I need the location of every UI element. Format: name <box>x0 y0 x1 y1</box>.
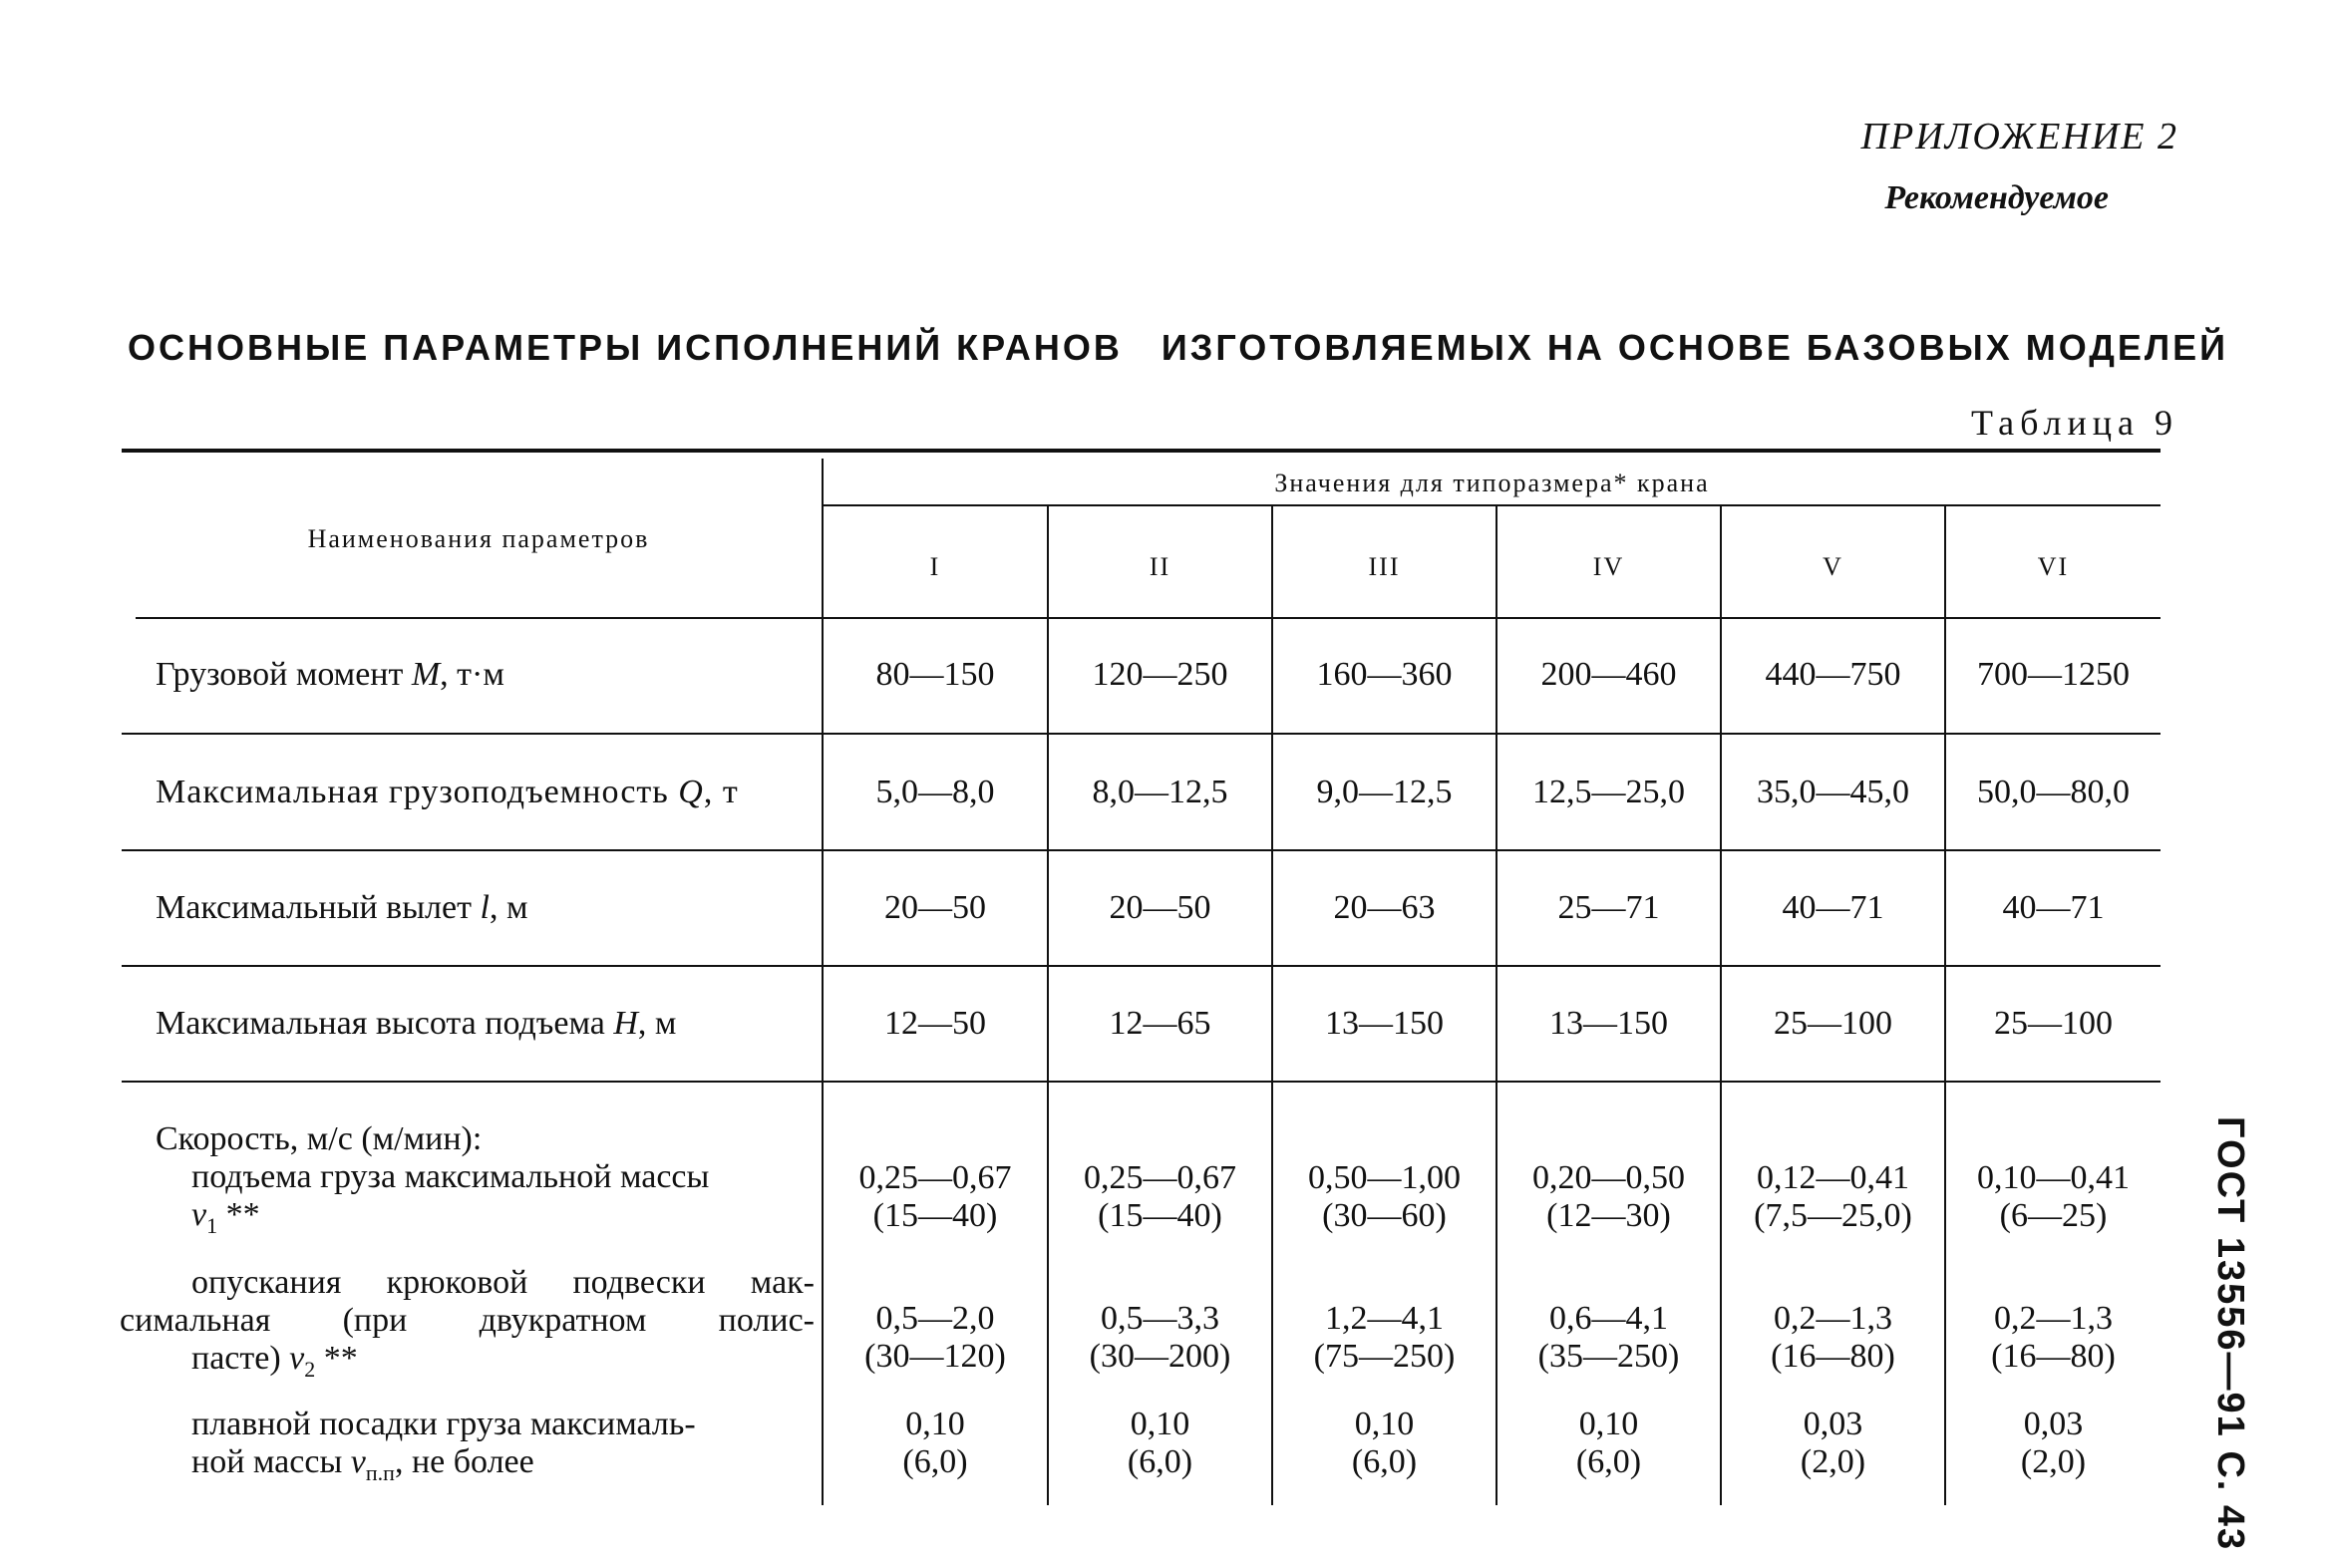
page-title: ОСНОВНЫЕ ПАРАМЕТРЫ ИСПОЛНЕНИЙ КРАНОВ ИЗГОТОВЛЯЕМЫХ НА ОСНОВЕ БАЗОВЫХ МОДЕЛЕЙ <box>128 327 2229 368</box>
value-cell: 0,03 (2,0) <box>1800 1406 1866 1480</box>
value-cell: 0,20—0,50 (12—30) <box>1532 1159 1685 1234</box>
column-header-III: III <box>1368 552 1401 581</box>
column-header-VI: VI <box>2037 552 2070 581</box>
param-lowering-speed: опускания крюковой подвески мак- симальная (при двукратном полис- пасте) $v_2$ ** <box>120 1264 815 1382</box>
value-cell: 0,25—0,67 (15—40) <box>1084 1159 1236 1234</box>
speed-heading: Скорость, м/с (м/мин): <box>156 1120 483 1157</box>
header-subrule <box>824 504 2161 506</box>
value-cell: 25—100 <box>1994 1005 2113 1042</box>
value-cell: 12—50 <box>884 1005 986 1042</box>
param-max-load-capacity: Максимальная грузоподъемность Q, т <box>156 774 739 810</box>
value-cell: 0,12—0,41 (7,5—25,0) <box>1754 1159 1912 1234</box>
column-header-V: V <box>1823 552 1843 581</box>
value-cell: 20—50 <box>1109 889 1211 926</box>
value-cell: 40—71 <box>2002 889 2105 926</box>
column-header-IV: IV <box>1592 552 1625 581</box>
value-cell: 0,10 (6,0) <box>902 1406 968 1480</box>
value-cell: 35,0—45,0 <box>1757 774 1909 810</box>
value-cell: 0,10 (6,0) <box>1127 1406 1193 1480</box>
value-cell: 200—460 <box>1540 656 1677 693</box>
value-cell: 80—150 <box>875 656 995 693</box>
value-cell: 12—65 <box>1109 1005 1211 1042</box>
row-rule <box>122 733 2161 735</box>
value-cell: 20—50 <box>884 889 986 926</box>
header-bottom-rule <box>136 617 2161 619</box>
param-max-reach: Максимальный вылет l, м <box>156 889 528 926</box>
value-cell: 0,2—1,3 (16—80) <box>1771 1300 1895 1375</box>
table-top-rule <box>122 449 2161 453</box>
value-cell: 0,10 (6,0) <box>1575 1406 1642 1480</box>
value-cell: 9,0—12,5 <box>1316 774 1453 810</box>
column-header-II: II <box>1149 552 1171 581</box>
value-cell: 0,03 (2,0) <box>2020 1406 2087 1480</box>
value-cell: 700—1250 <box>1977 656 2130 693</box>
column-header-I: I <box>929 552 941 581</box>
value-cell: 160—360 <box>1316 656 1453 693</box>
row-rule <box>122 965 2161 967</box>
param-max-lifting-height: Максимальная высота подъема H, м <box>156 1005 677 1042</box>
value-cell: 12,5—25,0 <box>1532 774 1685 810</box>
param-column-header: Наименования параметров <box>307 524 650 553</box>
value-cell: 25—71 <box>1557 889 1660 926</box>
standard-page-mark: ГОСТ 13556—91 С. 43 <box>2209 1116 2251 1552</box>
value-cell: 0,2—1,3 (16—80) <box>1991 1300 2116 1375</box>
value-cell: 0,10—0,41 (6—25) <box>1977 1159 2130 1234</box>
value-cell: 13—150 <box>1325 1005 1444 1042</box>
value-cell: 0,50—1,00 (30—60) <box>1308 1159 1461 1234</box>
param-load-moment: Грузовой момент M, т·м <box>156 656 504 693</box>
value-cell: 5,0—8,0 <box>875 774 995 810</box>
value-cell: 0,25—0,67 (15—40) <box>858 1159 1012 1234</box>
value-cell: 8,0—12,5 <box>1092 774 1228 810</box>
appendix-status: Рекомендуемое <box>1884 179 2109 216</box>
appendix-label: ПРИЛОЖЕНИЕ 2 <box>1860 116 2178 157</box>
param-smooth-landing-speed: плавной посадки груза максималь- ной массы $v_{п.п}$, не более <box>191 1406 696 1485</box>
value-cell: 50,0—80,0 <box>1977 774 2130 810</box>
value-cell: 440—750 <box>1765 656 1901 693</box>
value-cell: 13—150 <box>1549 1005 1668 1042</box>
value-cell: 0,5—2,0 (30—120) <box>864 1300 1006 1375</box>
value-cell: 20—63 <box>1333 889 1436 926</box>
value-cell: 0,5—3,3 (30—200) <box>1089 1300 1231 1375</box>
value-cell: 25—100 <box>1774 1005 1892 1042</box>
value-cell: 1,2—4,1 (75—250) <box>1313 1300 1456 1375</box>
row-rule <box>122 1081 2161 1083</box>
values-group-header: Значения для типоразмера* крана <box>1274 469 1710 497</box>
row-rule <box>122 849 2161 851</box>
value-cell: 0,6—4,1 (35—250) <box>1537 1300 1680 1375</box>
value-cell: 40—71 <box>1782 889 1884 926</box>
table-label: Таблица 9 <box>1971 403 2178 443</box>
value-cell: 0,10 (6,0) <box>1351 1406 1418 1480</box>
param-lift-speed: подъема груза максимальной массы $v_1$ ** <box>191 1158 710 1238</box>
value-cell: 120—250 <box>1092 656 1228 693</box>
